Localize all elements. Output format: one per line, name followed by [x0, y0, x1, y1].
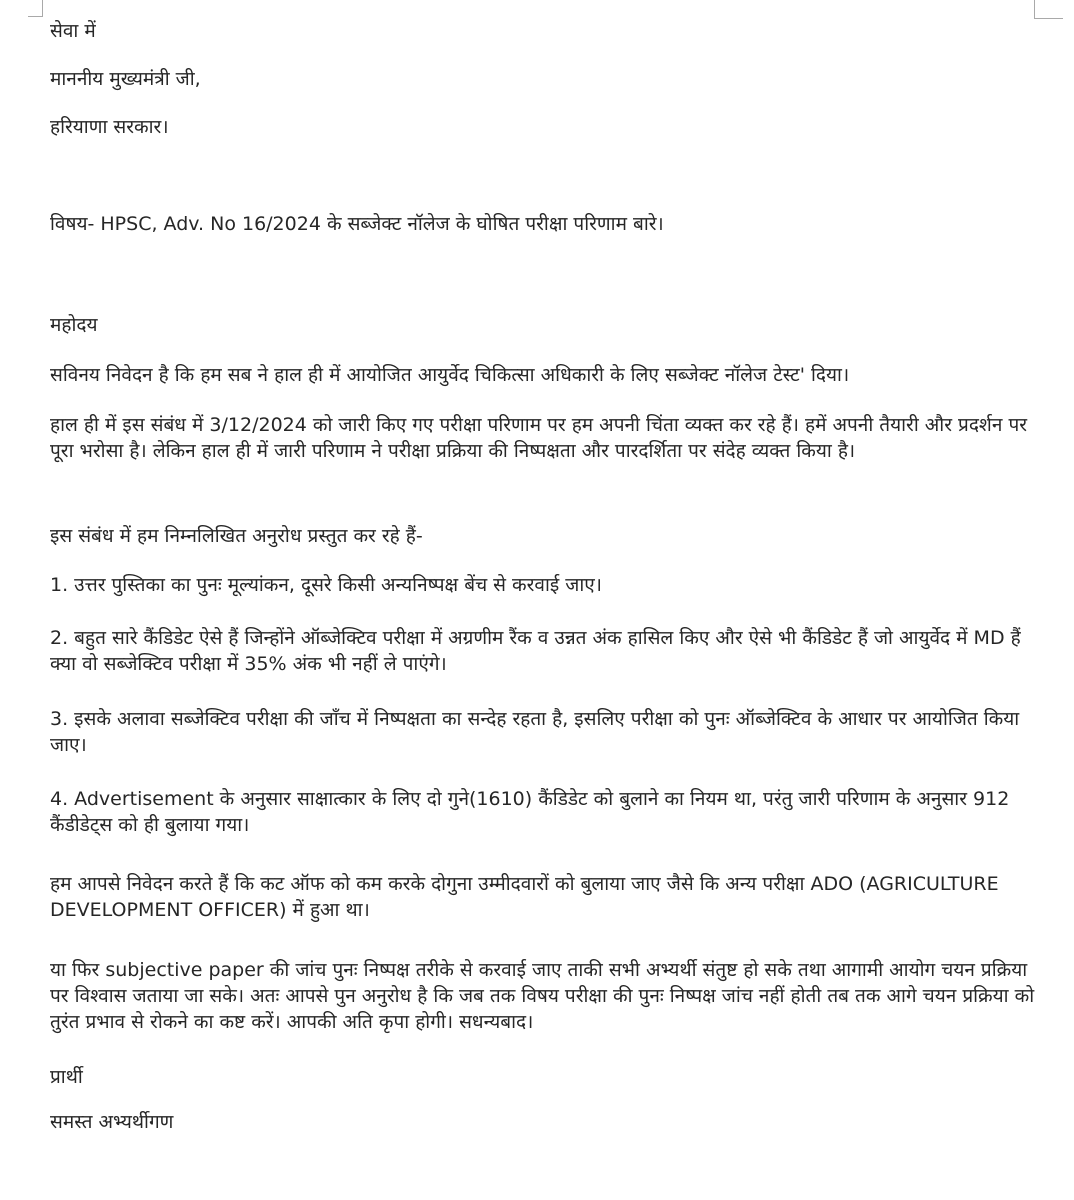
request-point-2: 2. बहुत सारे कैंडिडेट ऐसे हैं जिन्होंने ऑब्जेक्टिव परीक्षा में अग्रणीम रैंक व उन्नत अंक हासिल किए और ऐसे भी कैंडिडेट हैं जो आयुर्वेद में MD हैं क्या वो सब्जेक्टिव परीक्षा में 35% अंक भी नहीं ले पाएंगे। [50, 627, 1021, 675]
paragraph-concern: हाल ही में इस संबंध में 3/12/2024 को जारी किए गए परीक्षा परिणाम पर हम अपनी चिंता व्यक्त कर रहे हैं। हमें अपनी तैयारी और प्रदर्शन पर पूरा भरोसा है। लेकिन हाल ही में जारी परिणाम ने परीक्षा प्रक्रिया की निष्पक्षता और पारदर्शिता पर संदेह व्यक्त किया है। [50, 414, 1028, 462]
greeting: महोदय [50, 314, 98, 336]
paragraph-requests-intro: इस संबंध में हम निम्नलिखित अनुरोध प्रस्तुत कर रहे हैं- [50, 525, 423, 547]
salutation-to: सेवा में [50, 20, 96, 42]
closing: प्रार्थी [50, 1066, 83, 1088]
addressee: माननीय मुख्यमंत्री जी, [50, 68, 201, 90]
paragraph-cutoff-request: हम आपसे निवेदन करते हैं कि कट ऑफ को कम करके दोगुना उम्मीदवारों को बुलाया जाए जैसे कि अन्य परीक्षा ADO (AGRICULTURE DEVELOPMENT OFFICER) में हुआ था। [50, 873, 999, 921]
subject-line: विषय- HPSC, Adv. No 16/2024 के सब्जेक्ट नॉलेज के घोषित परीक्षा परिणाम बारे। [50, 213, 664, 235]
request-point-3: 3. इसके अलावा सब्जेक्टिव परीक्षा की जाँच में निष्पक्षता का सन्देह रहता है, इसलिए परीक्षा को पुनः ऑब्जेक्टिव के आधार पर आयोजित किया जाए। [50, 708, 1020, 756]
page-corner-mark-left [28, 0, 43, 17]
paragraph-final-request: या फिर subjective paper की जांच पुनः निष्पक्ष तरीके से करवाई जाए ताकी सभी अभ्यर्थी संतुष्ट हो सके तथा आगामी आयोग चयन प्रक्रिया पर विश्वास जताया जा सके। अतः आपसे पुन अनुरोध है कि जब तक विषय परीक्षा की पुनः निष्पक्ष जांच नहीं होती तब तक आगे चयन प्रक्रिया को तुरंत प्रभाव से रोकने का कष्ट करें। आपकी अति कृपा होगी। सधन्यबाद। [50, 959, 1035, 1033]
request-point-1: 1. उत्तर पुस्तिका का पुनः मूल्यांकन, दूसरे किसी अन्यनिष्पक्ष बेंच से करवाई जाए। [50, 574, 602, 596]
page-corner-mark-right [1034, 0, 1063, 19]
paragraph-intro: सविनय निवेदन है कि हम सब ने हाल ही में आयोजित आयुर्वेद चिकित्सा अधिकारी के लिए सब्जेक्ट नॉलेज टेस्ट' दिया। [50, 364, 850, 386]
signatory: समस्त अभ्यर्थीगण [50, 1111, 174, 1133]
request-point-4: 4. Advertisement के अनुसार साक्षात्कार के लिए दो गुने(1610) कैंडिडेट को बुलाने का नियम था, परंतु जारी परिणाम के अनुसार 912 कैंडीडेट्स को ही बुलाया गया। [50, 788, 1010, 836]
government-line: हरियाणा सरकार। [50, 116, 169, 138]
